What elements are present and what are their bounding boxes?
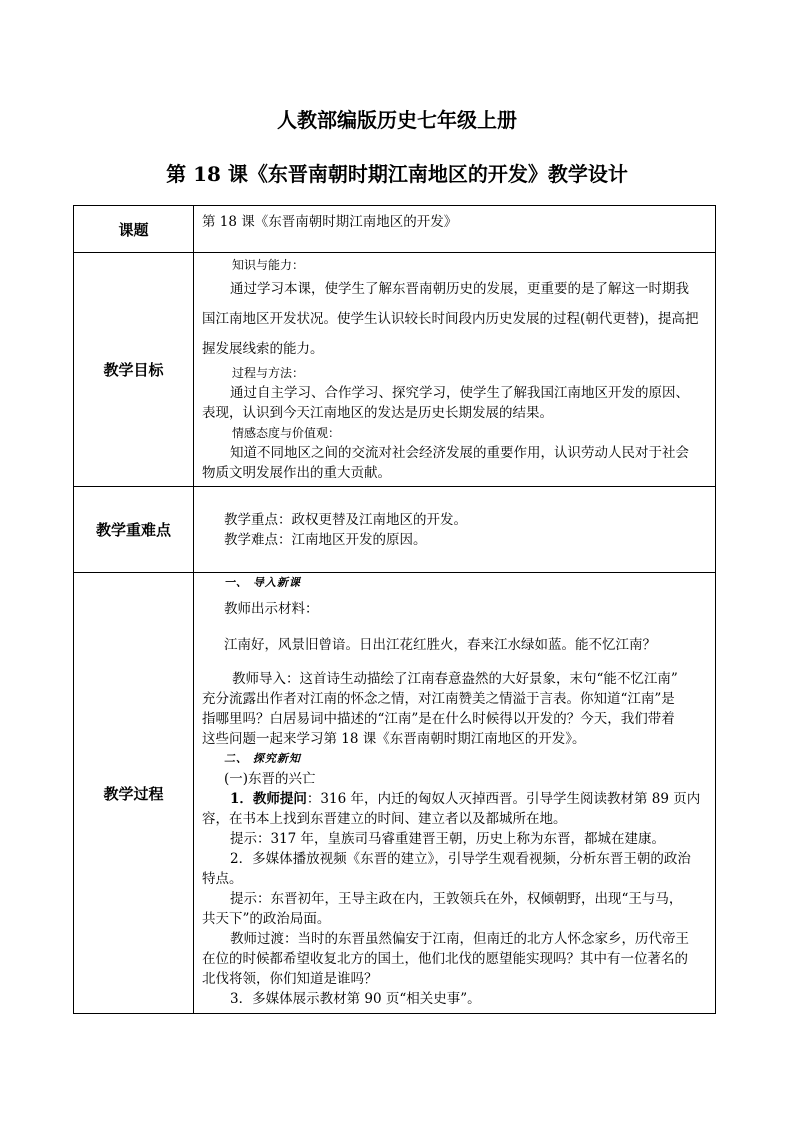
hint-2-a: 提示：东晋初年，王导主政在内，王敦领兵在外，权倾朝野，出现“王与马， [230, 891, 683, 907]
poem-text: 江南好，风景旧曾谙。日出江花红胜火，春来江水绿如蓝。能不忆江南？ [224, 637, 656, 653]
row-topic [74, 206, 716, 253]
goals-heading-process: 过程与方法： [232, 366, 305, 380]
goals-text-1c: 握发展线索的能力。 [202, 341, 324, 357]
transition-c: 北伐将领，你们知道是谁吗？ [202, 971, 378, 987]
goals-text-1a: 通过学习本课，使学生了解东晋南朝历史的发展，更重要的是了解这一时期我 [230, 281, 689, 297]
question-1-text: ：316 年，内迁的匈奴人灭掉西晋。引导学生阅读教材第 89 页内 [306, 791, 701, 807]
goals-text-2a: 通过自主学习、合作学习、探究学习，使学生了解我国江南地区开发的原因、 [230, 385, 689, 401]
question-2-a: 2．多媒体播放视频《东晋的建立》，引导学生观看视频，分析东晋王朝的政治 [230, 851, 691, 867]
document-title: 人教部编版历史七年级上册 [277, 108, 517, 132]
question-2-b: 特点。 [202, 871, 243, 887]
question-1-text-b: 容，在书本上找到东晋建立的时间、建立者以及都城所在地。 [202, 811, 567, 827]
label-process: 教学过程 [74, 573, 194, 1014]
intro-text-d: 这些问题一起来学习第 18 课《东晋南朝时期江南地区的开发》。 [202, 731, 586, 747]
label-topic: 课题 [74, 206, 194, 253]
intro-text-a: 教师导入：这首诗生动描绘了江南春意盎然的大好景象，末句“能不忆江南” [232, 671, 678, 687]
lesson-plan-table [73, 205, 716, 1014]
section-intro-heading: 一、 导入新课 [224, 576, 301, 589]
goals-text-1b: 国江南地区开发状况。使学生认识较长时间段内历史发展的过程(朝代更替)，提高把 [202, 311, 699, 327]
transition-a: 教师过渡：当时的东晋虽然偏安于江南，但南迁的北方人怀念家乡，历代帝王 [230, 931, 689, 947]
process-cell [194, 573, 716, 1014]
goals-cell [194, 253, 716, 487]
transition-b: 在位的时候都希望收复北方的国土，他们北伐的愿望能实现吗？其中有一位著名的 [202, 951, 688, 967]
label-goals: 教学目标 [74, 253, 194, 487]
goals-text-3a: 知道不同地区之间的交流对社会经济发展的重要作用，认识劳动人民对于社会 [230, 445, 689, 461]
question-1 [202, 789, 709, 809]
topic-value: 第 18 课《东晋南朝时期江南地区的开发》 [202, 214, 458, 230]
label-keypoints: 教学重难点 [74, 487, 194, 573]
goals-heading-attitude: 情感态度与价值观： [232, 426, 341, 440]
hint-2-b: 共天下”的政治局面。 [202, 911, 331, 927]
goals-text-3b: 物质文明发展作出的重大贡献。 [202, 465, 391, 481]
material-label: 教师出示材料： [224, 601, 319, 617]
goals-text-2b: 表现，认识到今天江南地区的发达是历史长期发展的结果。 [202, 405, 553, 421]
difficult-point-text: 教学难点：江南地区开发的原因。 [224, 531, 427, 548]
section-explore-heading: 二、 探究新知 [224, 752, 301, 765]
lesson-title: 第 18 课《东晋南朝时期江南地区的开发》教学设计 [166, 162, 628, 186]
question-3: 3．多媒体展示教材第 90 页“相关史事”。 [230, 991, 481, 1007]
keypoints-cell [194, 487, 716, 573]
goals-heading-knowledge: 知识与能力： [232, 258, 305, 272]
intro-text-b: 充分流露出作者对江南的怀念之情，对江南赞美之情溢于言表。你知道“江南”是 [202, 691, 675, 707]
row-goals [74, 253, 716, 487]
key-point-text: 教学重点：政权更替及江南地区的开发。 [224, 511, 467, 528]
intro-text-c: 指哪里吗？白居易词中描述的“江南”是在什么时候得以开发的？今天，我们带着 [202, 711, 675, 727]
topic-value-cell [194, 206, 716, 253]
row-keypoints [74, 487, 716, 573]
subsection-eastern-jin: (一)东晋的兴亡 [224, 771, 316, 787]
row-process [74, 573, 716, 1014]
question-1-lead: 1．教师提问 [230, 791, 307, 807]
hint-1: 提示：317 年，皇族司马睿重建晋王朝，历史上称为东晋，都城在建康。 [230, 831, 666, 847]
